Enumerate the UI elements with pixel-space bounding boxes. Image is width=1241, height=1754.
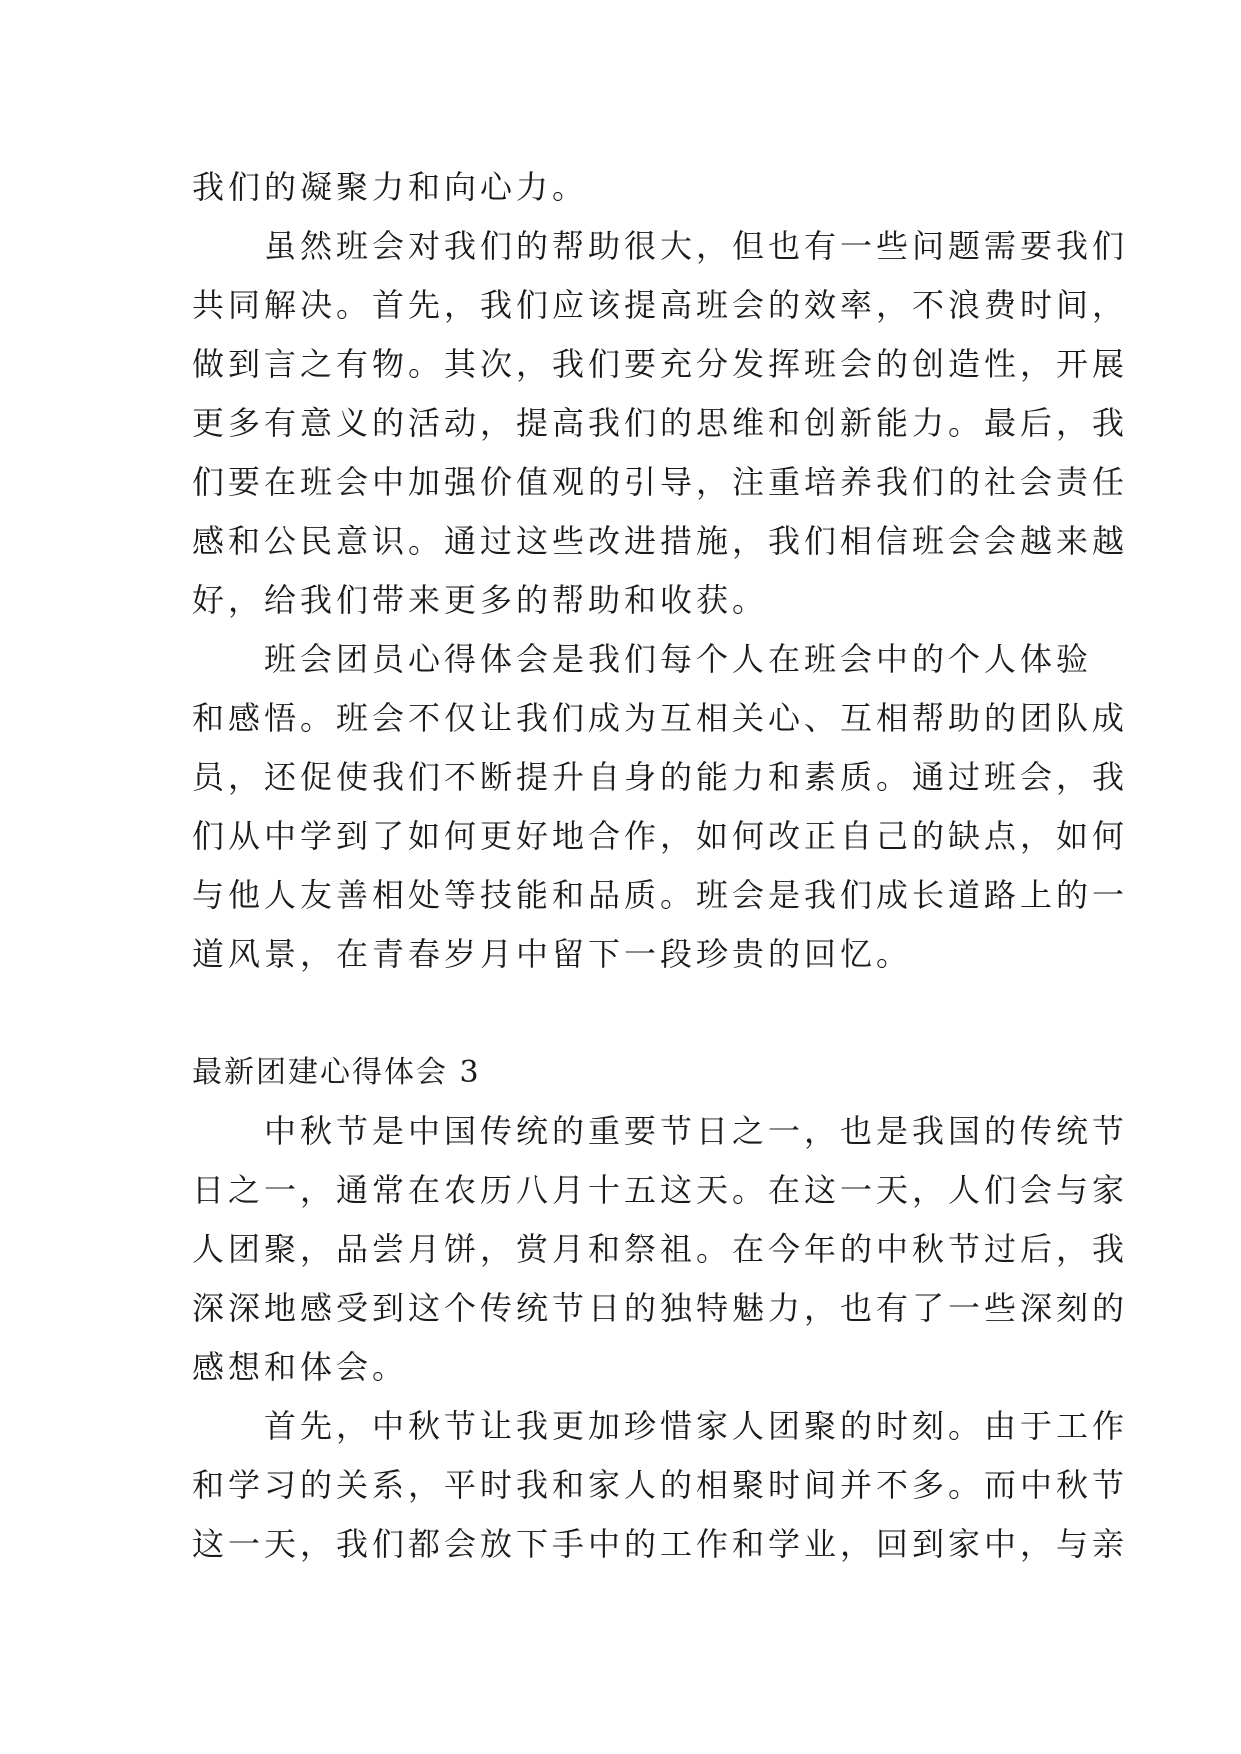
text-line: 做到言之有物。其次，我们要充分发挥班会的创造性，开展 bbox=[192, 345, 1129, 383]
text-line: 深深地感受到这个传统节日的独特魅力，也有了一些深刻的 bbox=[192, 1289, 1129, 1327]
text-line: 道风景，在青春岁月中留下一段珍贵的回忆。 bbox=[192, 935, 913, 973]
text-line: 好，给我们带来更多的帮助和收获。 bbox=[192, 581, 769, 619]
text-line: 首先，中秋节让我更加珍惜家人团聚的时刻。由于工作 bbox=[192, 1407, 1129, 1445]
text-line: 与他人友善相处等技能和品质。班会是我们成长道路上的一 bbox=[192, 876, 1129, 914]
text-line: 员，还促使我们不断提升自身的能力和素质。通过班会，我 bbox=[192, 758, 1129, 796]
text-line: 共同解决。首先，我们应该提高班会的效率，不浪费时间， bbox=[192, 286, 1129, 324]
text-line: 更多有意义的活动，提高我们的思维和创新能力。最后，我 bbox=[192, 404, 1129, 442]
document-body bbox=[192, 158, 1129, 1574]
text-line: 和学习的关系，平时我和家人的相聚时间并不多。而中秋节 bbox=[192, 1466, 1129, 1504]
text-line: 和感悟。班会不仅让我们成为互相关心、互相帮助的团队成 bbox=[192, 699, 1129, 737]
text-line: 人团聚，品尝月饼，赏月和祭祖。在今年的中秋节过后，我 bbox=[192, 1230, 1129, 1268]
section-heading: 最新团建心得体会 3 bbox=[192, 1055, 481, 1090]
text-line: 中秋节是中国传统的重要节日之一，也是我国的传统节 bbox=[192, 1112, 1129, 1150]
text-line: 感和公民意识。通过这些改进措施，我们相信班会会越来越 bbox=[192, 522, 1129, 560]
section-after-heading bbox=[192, 1102, 1129, 1574]
text-line: 虽然班会对我们的帮助很大，但也有一些问题需要我们 bbox=[192, 227, 1129, 265]
text-line: 们要在班会中加强价值观的引导，注重培养我们的社会责任 bbox=[192, 463, 1129, 501]
text-line: 日之一，通常在农历八月十五这天。在这一天，人们会与家 bbox=[192, 1171, 1129, 1209]
section-before-heading bbox=[192, 158, 1129, 984]
text-line: 这一天，我们都会放下手中的工作和学业，回到家中，与亲 bbox=[192, 1525, 1129, 1563]
paragraph-gap bbox=[192, 984, 1062, 1043]
text-line: 班会团员心得体会是我们每个人在班会中的个人体验 bbox=[192, 640, 1093, 678]
text-line: 我们的凝聚力和向心力。 bbox=[192, 168, 589, 206]
text-line: 感想和体会。 bbox=[192, 1348, 409, 1386]
text-line: 们从中学到了如何更好地合作，如何改正自己的缺点，如何 bbox=[192, 817, 1129, 855]
